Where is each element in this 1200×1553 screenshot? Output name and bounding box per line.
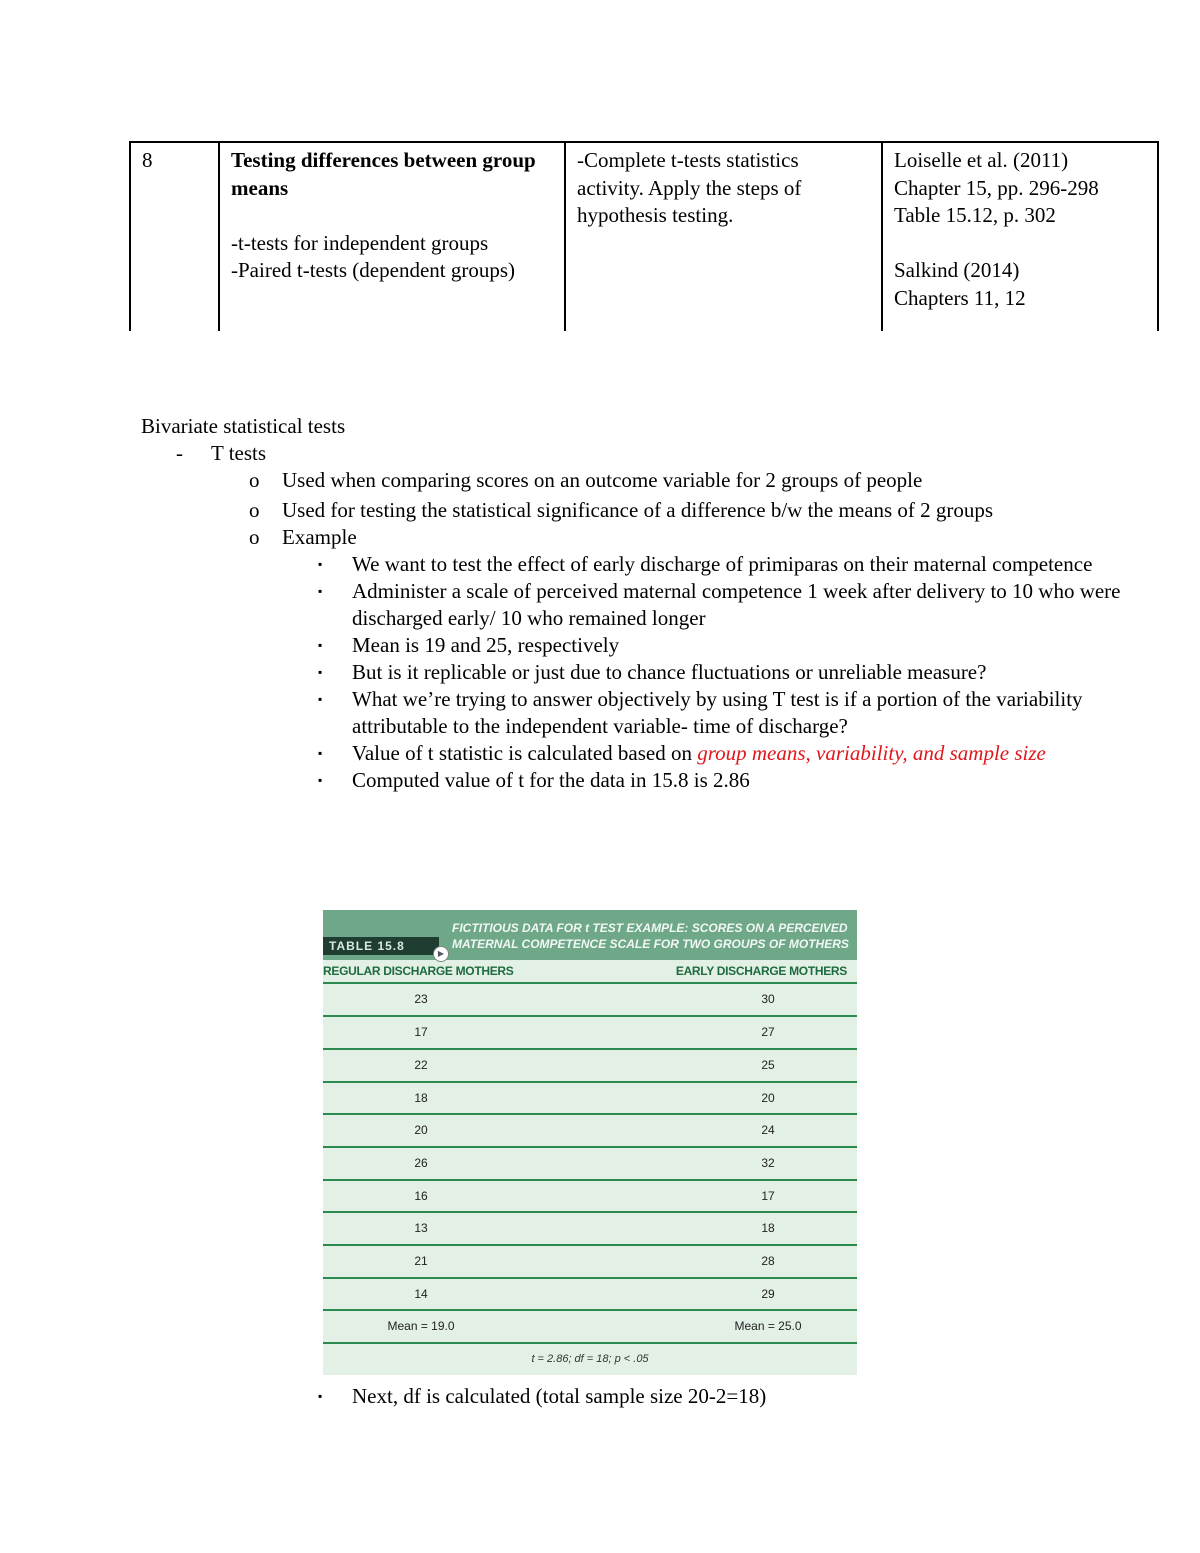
topic-cell	[219, 142, 565, 331]
list-item-label: T tests	[211, 441, 267, 465]
table-header-band	[323, 910, 857, 960]
cell-regular: 20	[414, 1123, 428, 1137]
cell-regular: 26	[414, 1156, 428, 1170]
syllabus-row	[130, 142, 1158, 331]
column-header-regular: REGULAR DISCHARGE MOTHERS	[323, 964, 514, 978]
square-bullet-icon: ▪	[318, 665, 323, 679]
table-row	[323, 1015, 857, 1049]
table-row	[323, 1179, 857, 1213]
table-row	[323, 1244, 857, 1278]
circle-bullet-icon: o	[249, 498, 260, 522]
cell-early: 25	[761, 1058, 775, 1072]
activity-line: hypothesis testing.	[577, 203, 734, 227]
table-row	[323, 1211, 857, 1245]
table-row	[323, 982, 857, 1016]
mean-regular: Mean = 19.0	[387, 1319, 455, 1333]
activity-line: -Complete t-tests statistics	[577, 148, 799, 172]
topic-item: -t-tests for independent groups	[231, 230, 489, 255]
square-bullet-icon: ▪	[318, 1389, 323, 1403]
list-item-text: Example	[282, 525, 357, 549]
cell-early: 27	[761, 1025, 775, 1039]
notes-heading: Bivariate statistical tests	[141, 414, 346, 438]
circle-bullet-icon: o	[249, 525, 260, 549]
list-item	[141, 467, 1141, 494]
list-item	[141, 497, 1141, 524]
cell-early: 32	[761, 1156, 775, 1170]
notes-section	[141, 413, 1141, 794]
square-bullet-icon: ▪	[318, 584, 323, 598]
syllabus-table	[129, 141, 1159, 331]
readings-cell	[882, 142, 1158, 331]
reading-line: Table 15.12, p. 302	[894, 203, 1056, 227]
activity-cell	[565, 142, 882, 331]
square-bullet-icon: ▪	[318, 746, 323, 760]
list-item	[141, 767, 1141, 794]
cell-regular: 22	[414, 1058, 428, 1072]
list-item	[141, 551, 1141, 578]
list-item-text: Used for testing the statistical significance of a difference b/w the means of 2 groups	[282, 498, 994, 522]
cell-early: 20	[761, 1091, 775, 1105]
activity-line: activity. Apply the steps of	[577, 175, 802, 200]
cell-early: 30	[761, 992, 775, 1006]
cell-early: 29	[761, 1287, 775, 1301]
table-15-8-image	[323, 910, 857, 1375]
table-row	[323, 1081, 857, 1115]
list-item	[141, 440, 1141, 467]
list-item	[141, 686, 1141, 740]
cell-regular: 16	[414, 1189, 428, 1203]
square-bullet-icon: ▪	[318, 773, 323, 787]
list-item-text: What we’re trying to answer objectively by using T test is if a portion of the variability attributable to the independent variable- time of discharge?	[352, 687, 1083, 738]
list-item-text: We want to test the effect of early discharge of primiparas on their maternal competence	[352, 552, 1093, 576]
table-row	[323, 1146, 857, 1180]
list-item	[141, 578, 1141, 632]
reading-line: Salkind (2014)	[894, 258, 1020, 282]
table-row	[323, 1048, 857, 1082]
list-item	[141, 632, 1141, 659]
list-item	[141, 1383, 1141, 1410]
cell-regular: 13	[414, 1221, 428, 1235]
list-item	[141, 524, 1141, 551]
circle-bullet-icon: o	[249, 468, 260, 492]
list-item-text: Used when comparing scores on an outcome variable for 2 groups of people	[282, 468, 923, 492]
list-item-text: But is it replicable or just due to chance fluctuations or unreliable measure?	[352, 660, 987, 684]
cell-early: 28	[761, 1254, 775, 1268]
table-stat-line: t = 2.86; df = 18; p < .05	[323, 1342, 857, 1376]
cell-regular: 17	[414, 1025, 428, 1039]
table-row	[323, 1277, 857, 1311]
square-bullet-icon: ▪	[318, 638, 323, 652]
notes-continued	[141, 1383, 1141, 1410]
list-item	[141, 659, 1141, 686]
highlighted-text: group means, variability, and sample size	[697, 741, 1046, 765]
reading-line: Chapters 11, 12	[894, 285, 1026, 310]
list-item-text: Next, df is calculated (total sample size 20-2=18)	[352, 1384, 767, 1408]
cell-early: 24	[761, 1123, 775, 1137]
list-item	[141, 740, 1141, 767]
cell-regular: 23	[414, 992, 428, 1006]
week-cell	[130, 142, 219, 331]
table-row-mean	[323, 1309, 857, 1343]
reading-line: Chapter 15, pp. 296-298	[894, 175, 1099, 200]
cell-regular: 21	[414, 1254, 428, 1268]
square-bullet-icon: ▪	[318, 557, 323, 571]
table-row	[323, 1113, 857, 1147]
table-tag: TABLE 15.8	[323, 937, 439, 955]
list-item-text: Computed value of t for the data in 15.8 is 2.86	[352, 768, 750, 792]
play-icon: ▶	[433, 946, 449, 962]
table-title: FICTITIOUS DATA FOR t TEST EXAMPLE: SCORES ON A PERCEIVED MATERNAL COMPETENCE SCALE FOR TWO GROUPS OF MOTHERS	[452, 921, 849, 951]
cell-early: 18	[761, 1221, 775, 1235]
topic-item: -Paired t-tests (dependent groups)	[231, 258, 516, 282]
square-bullet-icon: ▪	[318, 692, 323, 706]
column-header-early: EARLY DISCHARGE MOTHERS	[675, 964, 847, 978]
reading-line: Loiselle et al. (2011)	[894, 148, 1069, 172]
dash-marker: -	[176, 441, 183, 465]
topic-title: Testing differences between group means	[231, 148, 536, 200]
cell-regular: 14	[414, 1287, 428, 1301]
week-number: 8	[142, 148, 153, 172]
cell-regular: 18	[414, 1091, 428, 1105]
list-item-text: Value of t statistic is calculated based on	[352, 741, 698, 765]
list-item-text: Administer a scale of perceived maternal competence 1 week after delivery to 10 who were discharged early/ 10 who remained longer	[352, 579, 1121, 630]
cell-early: 17	[761, 1189, 775, 1203]
mean-early: Mean = 25.0	[734, 1319, 802, 1333]
list-item-text: Mean is 19 and 25, respectively	[352, 633, 620, 657]
